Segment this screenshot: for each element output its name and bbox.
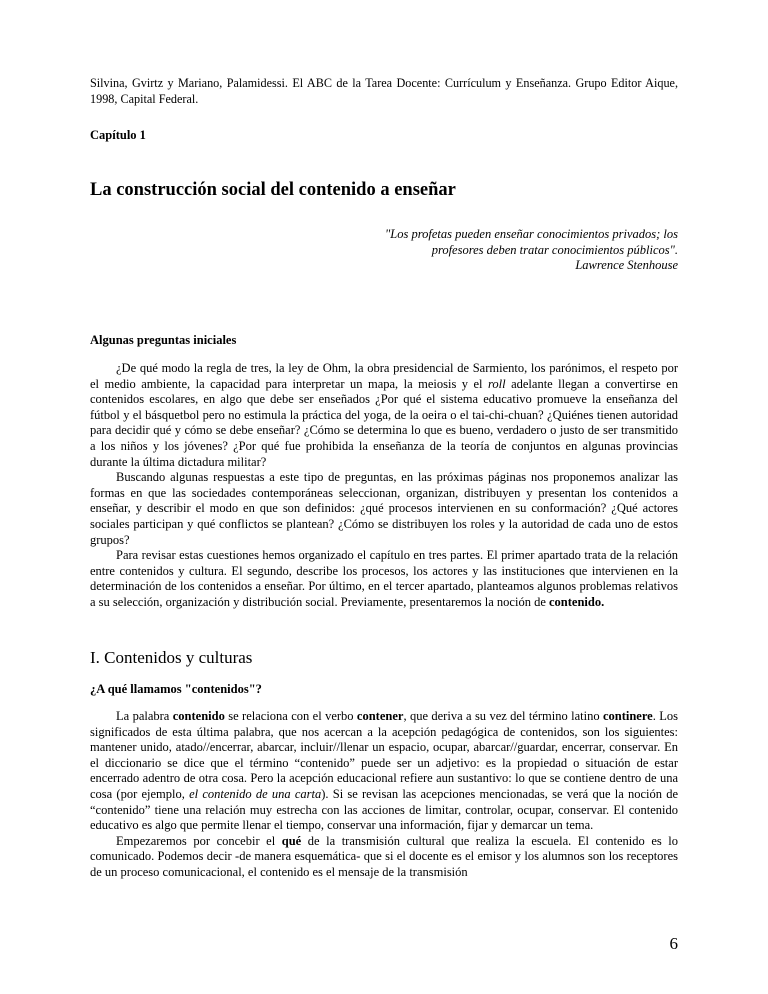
section-paragraph-1: La palabra contenido se relaciona con el verbo contener, que deriva a su vez del término latino continere. Los significados de esta última palabra, que nos acercan a la acepción pedagógica de contenidos, son los siguientes: mantener unido, atado//encerrar, abarcar, incluir//llenar un espacio, ocupar, abarcar//guardar, encerrar, conservar. En el diccionario se dice que el término “contenido” puede ser un adjetivo: es la propiedad o situación de estar encerrado adentro de otra cosa. Pero la acepción educacional refiere aun sustantivo: lo que se contiene dentro de una cosa (por ejemplo, el contenido de una carta). Si se revisan las acepciones mencionadas, se verá que la noción de “contenido” tiene una relación muy estrecha con las acciones de limitar, controlar, ocupar, conservar. El contenido educativo es algo que permite llenar el tiempo, conservar una información, fijar y demarcar un tema.	[90, 709, 679, 833]
intro-body	[90, 361, 678, 611]
bibliographic-citation: Silvina, Gvirtz y Mariano, Palamidessi. El ABC de la Tarea Docente: Currículum y Enseñanza. Grupo Editor Aique, 1998, Capital Federal.	[90, 76, 678, 106]
intro-paragraph-3: Para revisar estas cuestiones hemos organizado el capítulo en tres partes. El primer apartado trata de la relación entre contenidos y cultura. El segundo, describe los procesos, los actores y las instituciones que intervienen en la determinación de los contenidos a enseñar. Por último, en el tercer apartado, planteamos algunos problemas relativos a su selección, organización y distribución social. Previamente, presentaremos la noción de contenido.	[90, 548, 678, 609]
section-subheading: ¿A qué llamamos "contenidos"?	[90, 682, 262, 696]
intro-paragraph-2: Buscando algunas respuestas a este tipo de preguntas, en las próximas páginas nos proponemos analizar las formas en que las sociedades contemporáneas seleccionan, organizan, distribuyen y presentan los contenidos a enseñar, y describir el modo en que son definidos: ¿qué procesos intervienen en su conformación? ¿Qué actores sociales participan y qué conflictos se plantean? ¿Cómo se distribuyen los roles y la autoridad de cada uno de estos grupos?	[90, 470, 678, 547]
section-paragraph-2: Empezaremos por concebir el qué de la transmisión cultural que realiza la escuela. El contenido es lo comunicado. Podemos decir -de manera esquemática- que si el docente es el emisor y los alumnos son los receptores de un proceso comunicacional, el contenido es el mensaje de la transmisión	[90, 833, 679, 879]
section-body	[90, 709, 678, 881]
intro-heading: Algunas preguntas iniciales	[90, 333, 237, 347]
epigraph-line-2: profesores deben tratar conocimientos públicos".	[431, 242, 678, 257]
chapter-label: Capítulo 1	[90, 128, 146, 142]
epigraph-line-1: "Los profetas pueden enseñar conocimientos privados; los	[385, 227, 678, 241]
page-number: 6	[669, 934, 678, 953]
chapter-title: La construcción social del contenido a enseñar	[90, 180, 456, 200]
epigraph-author: Lawrence Stenhouse	[575, 258, 678, 273]
section-heading: I. Contenidos y culturas	[90, 648, 253, 667]
epigraph	[318, 227, 678, 274]
intro-paragraph-1: ¿De qué modo la regla de tres, la ley de Ohm, la obra presidencial de Sarmiento, los parónimos, el respeto por el medio ambiente, la capacidad para interpretar un mapa, la meiosis y el roll adelante llegan a convertirse en contenidos escolares, en algo que debe ser enseñados ¿Por qué el sistema educativo promueve la enseñanza del fútbol y el básquetbol pero no estimula la práctica del yoga, de la oeira o el tai-chi-chuan? ¿Quiénes tienen autoridad para decidir qué y cómo se debe enseñar? ¿Cómo se determina lo que es bueno, verdadero o justo de ser transmitido a los niños y los jóvenes? ¿Por qué fue prohibida la enseñanza de la teoría de conjuntos en algunas provincias durante la última dictadura militar?	[90, 361, 678, 469]
